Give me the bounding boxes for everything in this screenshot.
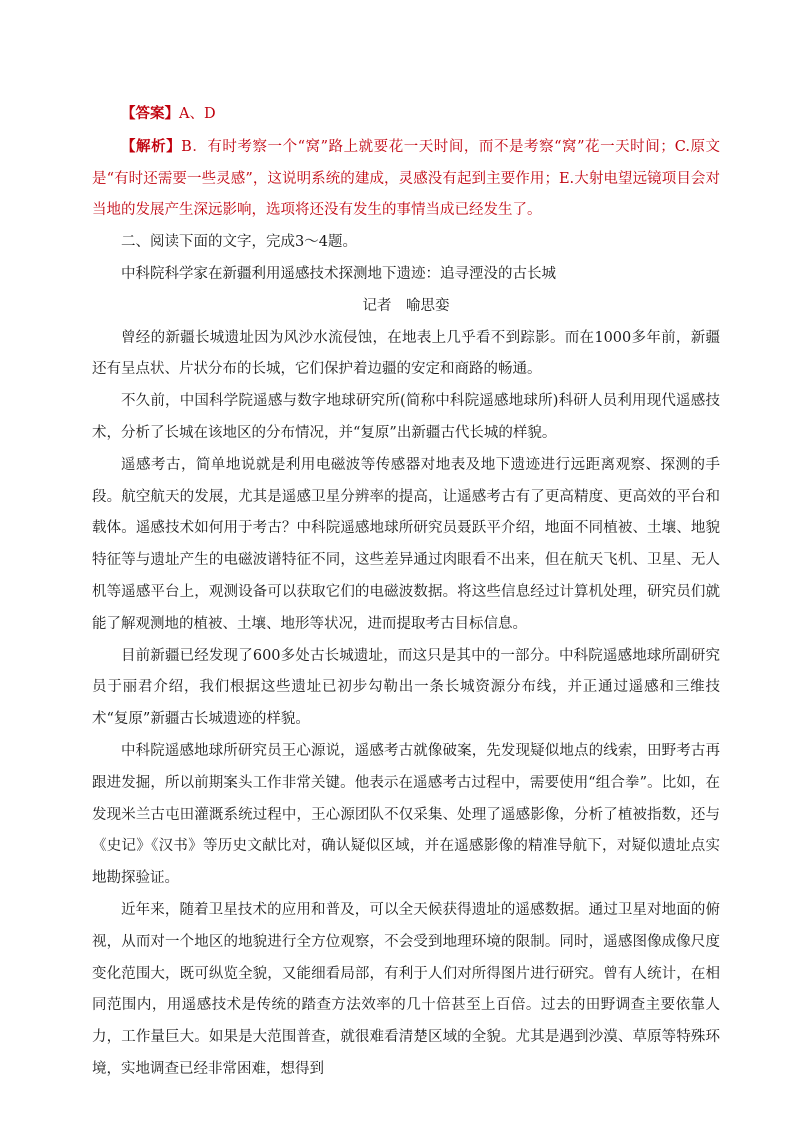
article-byline: 记者 喻思娈 (362, 297, 450, 314)
article-paragraph-5: 中科院遥感地球所研究员王心源说，遥感考古就像破案，先发现疑似地点的线索，田野考古再跟进发掘，所以前期案头工作非常关键。他表示在遥感考古过程中，需要使用“组合拳”。比如，在发现米兰古屯田灌溉系统过程中，王心源团队不仅采集、处理了遥感影像，分析了植被指数，还与《史记》《汉书》等历史文献比对，确认疑似区域，并在遥感影像的精准导航下，对疑似遗址点实地勘探验证。 (92, 742, 720, 887)
answer-line (92, 98, 720, 131)
analysis-text: B．有时考察一个“窝”路上就要花一天时间，而不是考察“窝”花一天时间；C.原文是“有时还需要一些灵感”，这说明系统的建成，灵感没有起到主要作用；E.大射电望远镜项目会对当地的发展产生深远影响，选项将还没有发生的事情当成已经发生了。 (92, 138, 720, 219)
document-body (92, 98, 720, 1086)
article-paragraph-3: 遥感考古，简单地说就是利用电磁波等传感器对地表及地下遗迹进行远距离观察、探测的手段。航空航天的发展，尤其是遥感卫星分辨率的提高，让遥感考古有了更高精度、更高效的平台和载体。遥感技术如何用于考古？中科院遥感地球所研究员聂跃平介绍，地面不同植被、土壤、地貌特征等与遗址产生的电磁波谱特征不同，这些差异通过肉眼看不出来，但在航天飞机、卫星、无人机等遥感平台上，观测设备可以获取它们的电磁波数据。将这些信息经过计算机处理，研究员们就能了解观测地的植被、土壤、地形等状况，进而提取考古目标信息。 (92, 456, 720, 632)
analysis-paragraph (92, 131, 720, 227)
article-paragraph-2: 不久前，中国科学院遥感与数字地球研究所(简称中科院遥感地球所)科研人员利用现代遥感技术，分析了长城在该地区的分布情况，并“复原”出新疆古代长城的样貌。 (92, 393, 720, 441)
article-title: 中科院科学家在新疆利用遥感技术探测地下遗迹：追寻湮没的古长城 (121, 265, 556, 282)
answer-label: 【答案】 (121, 105, 179, 122)
answer-value: A、D (179, 106, 216, 122)
analysis-label: 【解析】 (121, 137, 182, 155)
article-paragraph-4: 目前新疆已经发现了600多处古长城遗址，而这只是其中的一部分。中科院遥感地球所副研究员于丽君介绍，我们根据这些遗址已初步勾勒出一条长城资源分布线，并正通过遥感和三维技术“复原”新疆古长城遗迹的样貌。 (92, 647, 720, 728)
article-paragraph-6: 近年来，随着卫星技术的应用和普及，可以全天候获得遗址的遥感数据。通过卫星对地面的俯视，从而对一个地区的地貌进行全方位观察，不会受到地理环境的限制。同时，遥感图像成像尺度变化范围大，既可纵览全貌，又能细看局部，有利于人们对所得图片进行研究。曾有人统计，在相同范围内，用遥感技术是传统的踏查方法效率的几十倍甚至上百倍。过去的田野调查主要依靠人力，工作量巨大。如果是大范围普查，就很难看清楚区域的全貌。尤其是遇到沙漠、草原等特殊环境，实地调查已经非常困难，想得到 (92, 901, 720, 1077)
section-heading: 二、阅读下面的文字，完成3～4题。 (121, 234, 357, 251)
article-paragraph-1: 曾经的新疆长城遗址因为风沙水流侵蚀，在地表上几乎看不到踪影。而在1000多年前，新疆还有呈点状、片状分布的长城，它们保护着边疆的安定和商路的畅通。 (92, 329, 720, 378)
